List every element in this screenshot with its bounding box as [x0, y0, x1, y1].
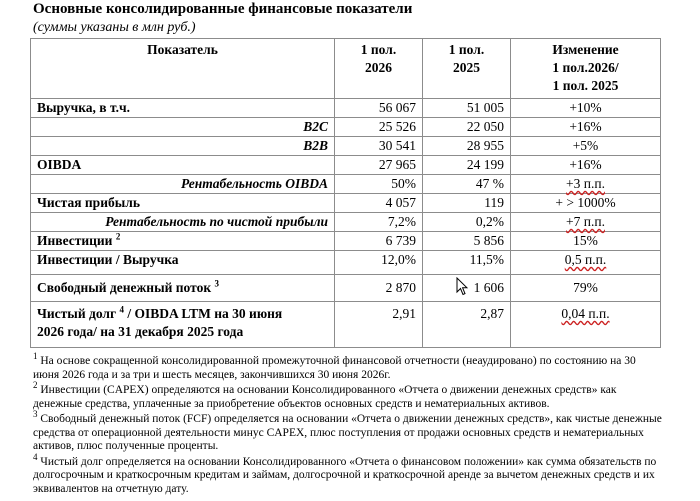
- cell-value-2026: 56 067: [335, 99, 423, 118]
- footnote: $^2$ Инвестиции (CAPEX) определяются на основании Консолидированного «Отчета о движении денежных средств» как денежные средства, уплаченные за приобретение объектов основных средств и нематериальных активов.: [33, 380, 617, 410]
- cell-value-2026: 2 870: [335, 275, 423, 302]
- cell-value-2026: 27 965: [335, 156, 423, 175]
- cell-value-2025: 119: [423, 194, 511, 213]
- table-row: [31, 251, 661, 275]
- cell-change: 0,5 п.п.: [511, 251, 661, 275]
- table-row: [31, 194, 661, 213]
- cell-value-2025: 1 606: [423, 275, 511, 302]
- cell-change: +5%: [511, 137, 661, 156]
- cell-change: 0,04 п.п.: [511, 302, 661, 348]
- header-indicator: Показатель: [31, 39, 335, 99]
- table-row: [31, 137, 661, 156]
- row-label-b2b: B2B: [31, 137, 335, 156]
- row-label-capex-to-revenue: Инвестиции / Выручка: [31, 251, 335, 275]
- header-h1-2026: 1 пол. 2026: [335, 39, 423, 99]
- row-label-oibda: OIBDA: [31, 156, 335, 175]
- cell-value-2026: 25 526: [335, 118, 423, 137]
- footnote-ref: 4: [119, 304, 124, 315]
- row-label-investments: Инвестиции $^2$: [31, 232, 335, 251]
- table-row: [31, 118, 661, 137]
- page-title: Основные консолидированные финансовые показатели: [33, 1, 413, 17]
- row-label-net-profit: Чистая прибыль: [31, 194, 335, 213]
- cell-change: 79%: [511, 275, 661, 302]
- table-row: [31, 99, 661, 118]
- row-label-net-debt-oibda: Чистый долг $^4$ / OIBDA LTM на 30 июня 2026 года/ на 31 декабря 2025 года: [31, 302, 335, 348]
- cell-change: + > 1000%: [511, 194, 661, 213]
- cell-value-2025: 2,87: [423, 302, 511, 348]
- header-change: Изменение 1 пол.2026/ 1 пол. 2025: [511, 39, 661, 99]
- table-header-row: [31, 39, 661, 99]
- table-row: [31, 232, 661, 251]
- header-h1-2025: 1 пол. 2025: [423, 39, 511, 99]
- cell-change: +16%: [511, 118, 661, 137]
- page-subtitle: (суммы указаны в млн руб.): [33, 20, 196, 35]
- cell-change: +16%: [511, 156, 661, 175]
- cell-value-2025: 11,5%: [423, 251, 511, 275]
- footnote-ref: 2: [115, 231, 121, 242]
- cell-value-2025: 51 005: [423, 99, 511, 118]
- footnote: $^1$ На основе сокращенной консолидированной промежуточной финансовой отчетности (неаудировано) по состоянию на 30 июня 2026 года и за три и шесть месяцев, закончившихся 30 июня 2026г.: [33, 351, 636, 381]
- cell-value-2026: 2,91: [335, 302, 423, 348]
- row-label-revenue: Выручка, в т.ч.: [31, 99, 335, 118]
- footnote: $^3$ Свободный денежный поток (FCF) определяется на основании «Отчета о движении денежных средств», как чистые денежные средства от операционной деятельности минус CAPEX, плюс поступления от продажи основных средств и нематериальных активов, плюс полученные проценты.: [33, 409, 662, 452]
- cell-change: +7 п.п.: [511, 213, 661, 232]
- table-row: [31, 175, 661, 194]
- row-label-fcf: Свободный денежный поток $^3$: [31, 275, 335, 302]
- cell-change: 15%: [511, 232, 661, 251]
- table-row: [31, 156, 661, 175]
- cell-value-2026: 4 057: [335, 194, 423, 213]
- table-row: [31, 213, 661, 232]
- cell-value-2025: 0,2%: [423, 213, 511, 232]
- row-label-b2c: B2C: [31, 118, 335, 137]
- financial-table: [30, 38, 661, 348]
- footnote-ref: 3: [214, 278, 219, 289]
- cell-value-2025: 47 %: [423, 175, 511, 194]
- cell-value-2026: 6 739: [335, 232, 423, 251]
- cell-value-2025: 24 199: [423, 156, 511, 175]
- cell-value-2026: 50%: [335, 175, 423, 194]
- row-label-net-margin: Рентабельность по чистой прибыли: [31, 213, 335, 232]
- table-row: [31, 302, 661, 348]
- cell-value-2025: 28 955: [423, 137, 511, 156]
- cell-value-2025: 5 856: [423, 232, 511, 251]
- cell-value-2026: 12,0%: [335, 251, 423, 275]
- mouse-cursor-icon: [456, 277, 468, 296]
- footnotes: [33, 351, 663, 498]
- cell-value-2026: 30 541: [335, 137, 423, 156]
- cell-value-2026: 7,2%: [335, 213, 423, 232]
- footnote: $^4$ Чистый долг определяется на основании Консолидированного «Отчета о финансовом положении» как сумма обязательств по долгосрочным и краткосрочным кредитам и займам, долгосрочной и краткосрочной аренде за вычетом денежных средств и их эквивалентов на отчетную дату.: [33, 451, 657, 495]
- row-label-oibda-margin: Рентабельность OIBDA: [31, 175, 335, 194]
- cell-value-2025: 22 050: [423, 118, 511, 137]
- cell-change: +3 п.п.: [511, 175, 661, 194]
- table-row: [31, 275, 661, 302]
- cell-change: +10%: [511, 99, 661, 118]
